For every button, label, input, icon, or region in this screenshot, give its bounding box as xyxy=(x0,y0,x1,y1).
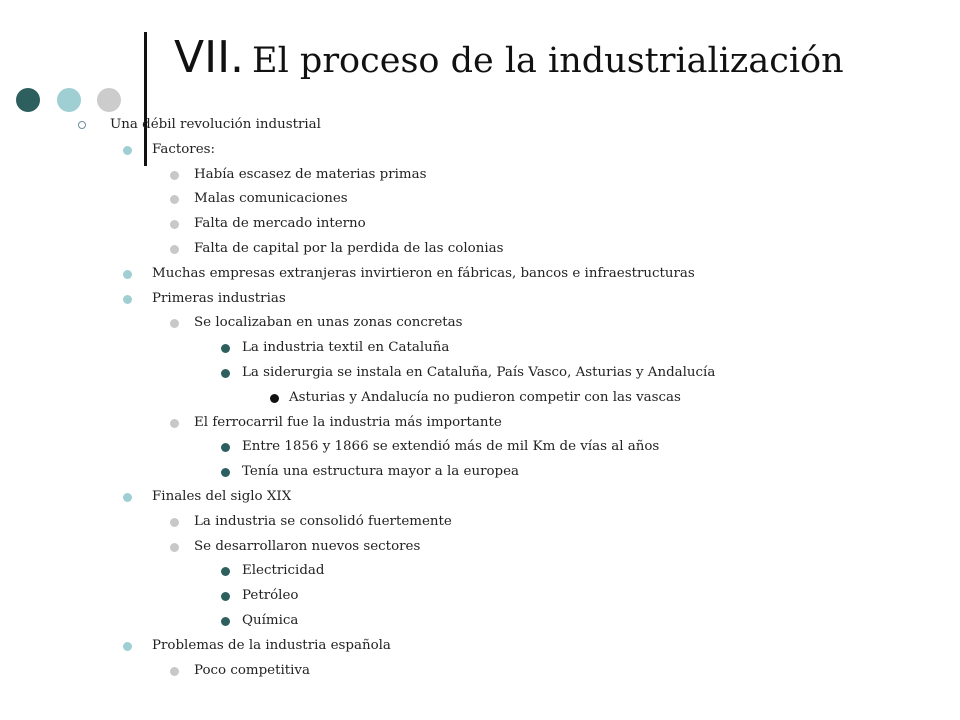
outline-item xyxy=(0,536,960,561)
outline-text: Una débil revolución industrial xyxy=(110,117,321,132)
bullet-icon xyxy=(170,319,179,328)
outline-text: Electricidad xyxy=(242,563,325,579)
outline-text: Asturias y Andalucía no pudieron competir con las vascas xyxy=(289,389,681,405)
outline-text: Se localizaban en unas zonas concretas xyxy=(194,315,463,331)
bullet-icon xyxy=(170,245,179,254)
outline-text: La siderurgia se instala en Cataluña, País Vasco, Asturias y Andalucía xyxy=(242,364,716,380)
bullet-icon xyxy=(221,468,230,477)
outline-text: Entre 1856 y 1866 se extendió más de mil Km de vías al años xyxy=(242,439,660,455)
slide-title xyxy=(174,32,844,83)
outline-item xyxy=(0,660,960,685)
bullet-icon xyxy=(123,270,132,279)
title-text: El proceso de la industrialización xyxy=(252,41,844,81)
outline-item xyxy=(0,387,960,412)
bullet-icon xyxy=(221,443,230,452)
outline-text: El ferrocarril fue la industria más importante xyxy=(194,414,502,430)
outline-text: Problemas de la industria española xyxy=(152,637,391,653)
bullet-outline xyxy=(0,114,960,684)
bullet-icon xyxy=(170,220,179,229)
outline-item xyxy=(0,188,960,213)
outline-text: Muchas empresas extranjeras invirtieron en fábricas, bancos e infraestructuras xyxy=(152,265,695,281)
title-number: VII. xyxy=(174,32,245,83)
outline-text: La industria textil en Cataluña xyxy=(242,340,450,356)
outline-item xyxy=(0,486,960,511)
outline-text: Falta de mercado interno xyxy=(194,216,366,232)
decor-dot-light xyxy=(57,88,81,112)
outline-item xyxy=(0,436,960,461)
outline-text: Factores: xyxy=(152,141,216,157)
bullet-icon xyxy=(123,493,132,502)
outline-text: Petróleo xyxy=(242,588,299,604)
outline-item xyxy=(0,288,960,313)
outline-text: Química xyxy=(242,612,299,628)
outline-item xyxy=(0,585,960,610)
bullet-icon xyxy=(221,567,230,576)
outline-text: Falta de capital por la perdida de las colonias xyxy=(194,240,504,256)
bullet-icon xyxy=(170,518,179,527)
outline-text: Tenía una estructura mayor a la europea xyxy=(242,464,520,480)
outline-text: Poco competitiva xyxy=(194,662,310,678)
outline-item xyxy=(0,238,960,263)
outline-text: Malas comunicaciones xyxy=(194,191,348,207)
outline-text: Primeras industrias xyxy=(152,290,286,306)
bullet-icon xyxy=(123,146,132,155)
bullet-icon xyxy=(221,369,230,378)
outline-item xyxy=(0,511,960,536)
outline-text: La industria se consolidó fuertemente xyxy=(194,513,452,529)
bullet-icon xyxy=(221,617,230,626)
outline-item xyxy=(0,362,960,387)
outline-item xyxy=(0,337,960,362)
decor-dot-dark xyxy=(16,88,40,112)
outline-item xyxy=(0,312,960,337)
bullet-icon xyxy=(170,171,179,180)
bullet-icon xyxy=(123,642,132,651)
bullet-icon xyxy=(170,543,179,552)
bullet-icon xyxy=(270,394,279,403)
decor-dot-grey xyxy=(97,88,121,112)
bullet-icon xyxy=(170,419,179,428)
outline-text: Finales del siglo XIX xyxy=(152,488,292,504)
outline-item xyxy=(0,560,960,585)
bullet-icon xyxy=(170,667,179,676)
outline-item xyxy=(0,461,960,486)
outline-item xyxy=(0,114,960,139)
bullet-icon xyxy=(221,592,230,601)
bullet-icon xyxy=(221,344,230,353)
outline-item xyxy=(0,213,960,238)
outline-text: Había escasez de materias primas xyxy=(194,166,427,182)
outline-text: Se desarrollaron nuevos sectores xyxy=(194,538,421,554)
outline-item xyxy=(0,263,960,288)
bullet-icon xyxy=(170,195,179,204)
bullet-icon xyxy=(78,121,86,129)
outline-item xyxy=(0,610,960,635)
outline-item xyxy=(0,139,960,164)
outline-item xyxy=(0,412,960,437)
outline-item xyxy=(0,164,960,189)
bullet-icon xyxy=(123,295,132,304)
outline-item xyxy=(0,635,960,660)
